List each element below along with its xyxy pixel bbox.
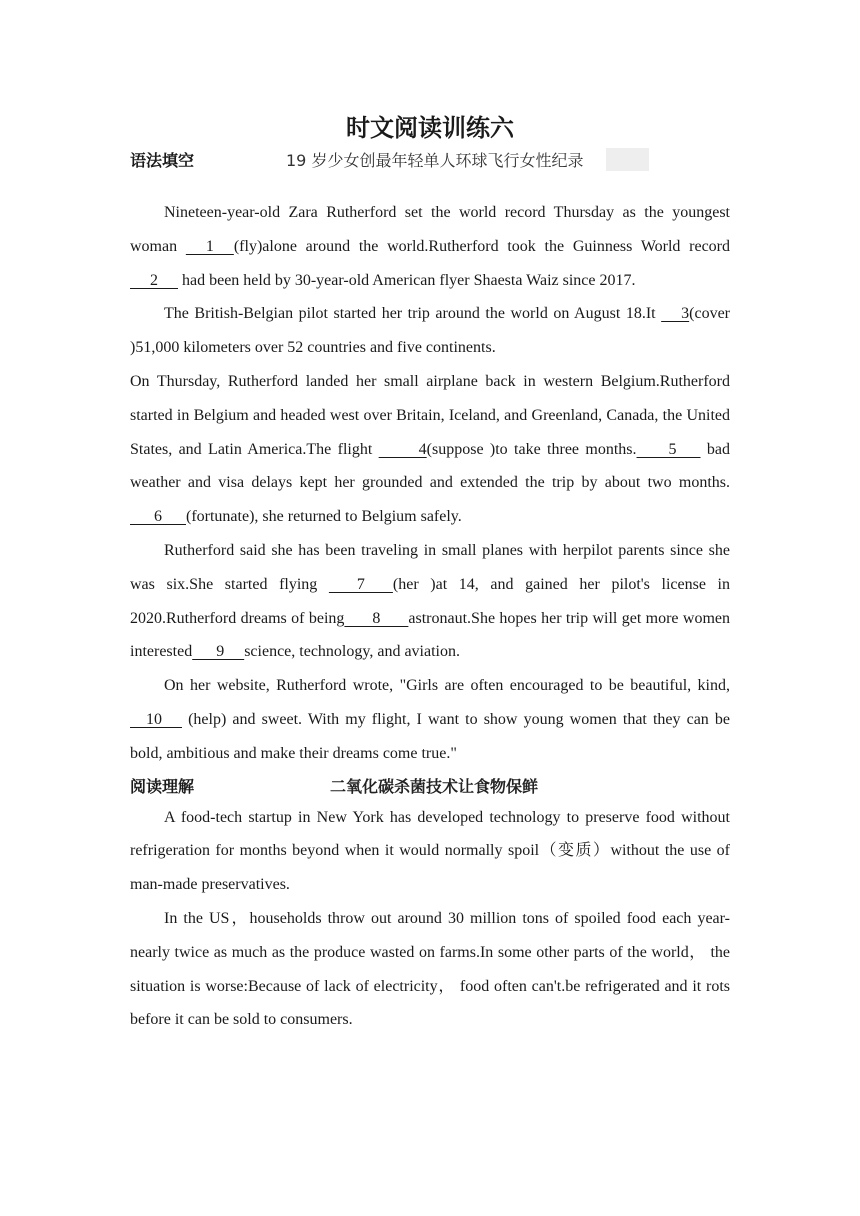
blank-9: 9 [192,643,245,661]
document-page [130,112,730,1037]
section-subtitle: 二氧化碳杀菌技术让食物保鲜 [330,777,539,797]
text: (help) and sweet. With my flight, I want to show young women that they can be bold, ambitious and make their dreams come true." [130,710,730,762]
blank-8: 8 [344,609,409,627]
reading-paragraph-1: A food-tech startup in New York has developed technology to preserve food without refrigeration for months beyond when it would normally spoil（变质）without the use of man-made preservatives. [130,808,730,894]
text: (fly)alone around the world.Rutherford took the Guinness World record [233,237,731,255]
blank-3: 3 [661,305,690,323]
grammar-paragraph-5 [130,669,730,770]
reading-paragraph-2: In the US，households throw out around 30 million tons of spoiled food each year-nearly twice as much as the produce wasted on farms.In some other parts of the world， the situation is worse:Because of lack of electricity， food often can't.be refrigerated and it rots before it can be sold to consumers. [130,909,730,1029]
text: On her website, Rutherford wrote, "Girls are often encouraged to be beautiful, kind, [164,677,730,695]
grammar-paragraph-3 [130,365,730,534]
text: astronaut.She hopes her trip will get more women interested [130,609,730,661]
text: bad weather and visa delays kept her grounded and extended the trip by about two months. [130,440,730,492]
text: science, technology, and aviation. [244,643,460,661]
section-header-reading [130,771,730,801]
page-title: 时文阅读训练六 [346,114,514,142]
grammar-paragraph-1 [130,196,730,297]
grammar-paragraph-2 [130,297,730,365]
blank-5: 5 [636,440,701,458]
text: had been held by 30-year-old American flyer Shaesta Waiz since 2017. [178,271,636,289]
text: Nineteen-year-old Zara Rutherford set the world record Thursday as the youngest woman [130,204,730,255]
blank-7: 7 [328,575,393,593]
spacer [130,174,730,196]
section-label: 语法填空 [130,150,195,170]
grammar-paragraph-4 [130,534,730,669]
text: (fortunate), she returned to Belgium safely. [186,508,462,526]
text: (suppose )to take three months. [426,440,637,458]
section-label: 阅读理解 [130,777,195,797]
text: On Thursday, Rutherford landed her small airplane back in western Belgium.Rutherford started in Belgium and headed west over Britain, Iceland, and Greenland, Canada, the United States, and Latin America.The flight [130,372,730,458]
blank-6: 6 [130,508,186,526]
text: (her )at 14, and gained her pilot's license in 2020.Rutherford dreams of being [130,575,730,627]
blank-4: 4 [378,440,427,458]
blank-2: 2 [130,271,178,289]
text: (cover )51,000 kilometers over 52 countries and five continents. [130,305,730,357]
section-subtitle: 19 岁少女创最年轻单人环球飞行女性纪录 [286,148,649,171]
text: The British-Belgian pilot started her trip around the world on August 18.It [164,305,662,323]
blank-1: 1 [185,237,234,255]
text: Rutherford said she has been traveling in small planes with herpilot parents since she was six.She started flying [130,541,730,593]
section-header-grammar [130,144,730,174]
blank-10: 10 [130,710,182,728]
